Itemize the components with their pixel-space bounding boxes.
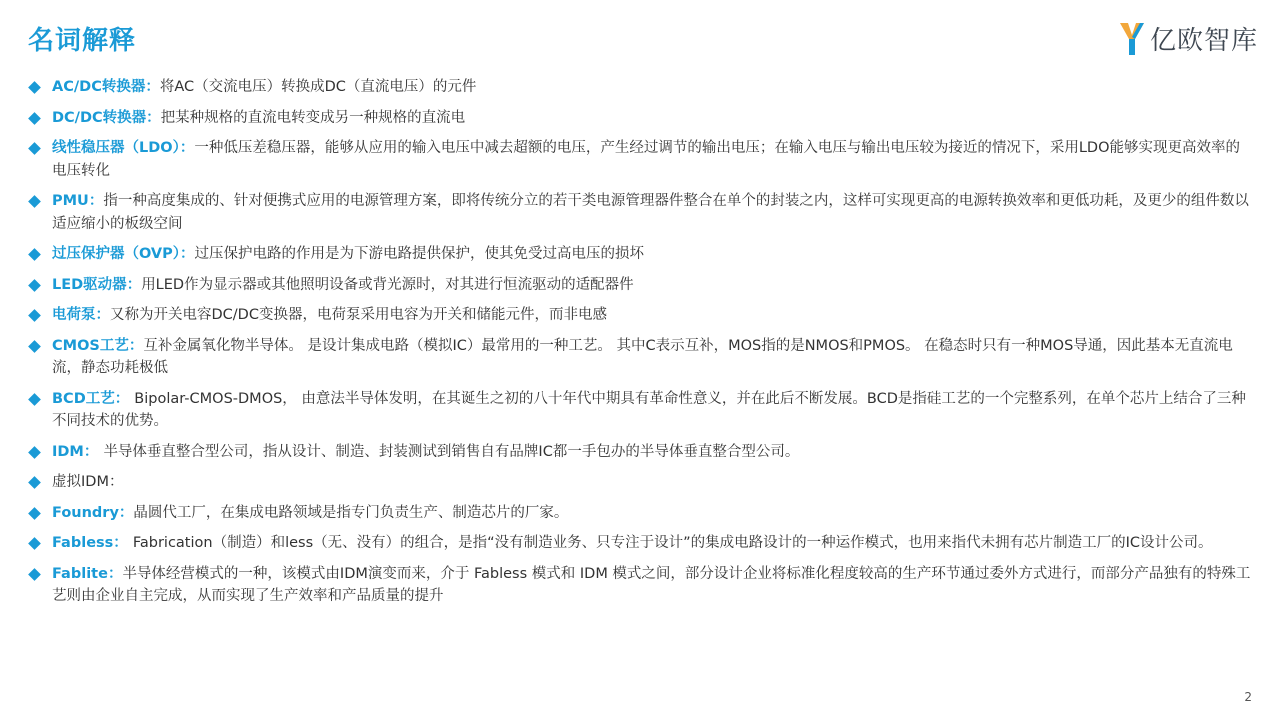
term-separator: ：: [146, 109, 161, 126]
term-item: [30, 107, 1252, 130]
term-name: DC/DC转换器: [52, 109, 147, 126]
term-separator: ：: [83, 443, 104, 460]
diamond-bullet-icon: [28, 81, 41, 94]
term-description: Fabrication（制造）和less（无、没有）的组合，是指“没有制造业务、只专注于设计”的集成电路设计的一种运作模式，也用来指代未拥有芯片制造工厂的IC设计公司。: [132, 535, 1213, 551]
term-name: BCD工艺: [52, 390, 115, 407]
diamond-bullet-icon: [28, 142, 41, 155]
term-description: 把某种规格的直流电转变成另一种规格的直流电: [160, 109, 466, 126]
term-name: Fabless: [52, 535, 114, 551]
term-name: AC/DC转换器: [52, 79, 146, 95]
term-name: 电荷泵: [52, 307, 96, 323]
diamond-bullet-icon: [28, 537, 41, 550]
term-description: 指一种高度集成的、针对便携式应用的电源管理方案，即将传统分立的若干类电源管理器件整合在单个的封装之内，这样可实现更高的电源转换效率和更低功耗，及更少的组件数以适应缩小的板级空间: [52, 193, 1249, 232]
term-item: [30, 243, 1252, 266]
term-description: 过压保护电路的作用是为下游电路提供保护，使其免受过高电压的损坏: [194, 246, 645, 262]
term-separator: ：: [145, 79, 160, 95]
diamond-bullet-icon: [28, 248, 41, 261]
term-item: [30, 388, 1252, 433]
term-description: 将AC（交流电压）转换成DC（直流电压）的元件: [159, 79, 477, 95]
diamond-bullet-icon: [28, 195, 41, 208]
term-name: IDM: [52, 443, 84, 460]
term-item: [30, 471, 1252, 494]
term-separator: ：: [113, 535, 133, 551]
term-item: [30, 502, 1252, 525]
logo-text: 亿欧智库: [1150, 26, 1259, 56]
term-separator: ：: [107, 565, 123, 582]
term-name: CMOS工艺: [52, 337, 129, 354]
page-number: 2: [1244, 690, 1252, 704]
term-description: 一种低压差稳压器，能够从应用的输入电压中减去超额的电压，产生经过调节的输出电压；在输入电压与输出电压较为接近的情况下，采用LDO能够实现更高效率的电压转化: [52, 140, 1241, 179]
term-item: [30, 441, 1252, 464]
term-item: [30, 335, 1252, 380]
brand-logo: [1118, 20, 1258, 57]
term-description: Bipolar-CMOS-DMOS， 由意法半导体发明，在其诞生之初的八十年代中期具有革命性意义，并在此后不断发展。BCD是指硅工艺的一个完整系列，在单个芯片上结合了三种不同技术的优势。: [52, 390, 1246, 429]
diamond-bullet-icon: [28, 507, 41, 520]
term-description: 用LED作为显示器或其他照明设备或背光源时，对其进行恒流驱动的适配器件: [141, 276, 634, 293]
term-name: Foundry: [52, 504, 119, 521]
diamond-bullet-icon: [28, 446, 41, 459]
term-description: 晶圆代工厂，在集成电路领域是指专门负责生产、制造芯片的厂家。: [133, 504, 569, 521]
term-separator: ：: [126, 276, 142, 293]
term-description: 又称为开关电容DC/DC变换器，电荷泵采用电容为开关和储能元件，而非电感: [110, 307, 607, 323]
term-name: Fablite: [52, 565, 108, 582]
term-item: [30, 304, 1252, 327]
terms-list: [30, 76, 1252, 616]
term-description: 半导体经营模式的一种，该模式由IDM演变而来，介于 Fabless 模式和 IDM 模式之间，部分设计企业将标准化程度较高的生产环节通过委外方式进行，而部分产品独有的特殊工艺则由企业自主完成，从而实现了生产效率和产品质量的提升: [52, 565, 1251, 604]
diamond-bullet-icon: [28, 476, 41, 489]
term-separator: ：: [88, 193, 104, 209]
logo-mark-icon: [1118, 21, 1146, 57]
diamond-bullet-icon: [28, 309, 41, 322]
term-separator: ：: [180, 246, 195, 262]
diamond-bullet-icon: [28, 340, 41, 353]
term-name: 过压保护器（OVP）: [52, 246, 181, 262]
diamond-bullet-icon: [28, 393, 41, 406]
term-name: PMU: [52, 193, 89, 209]
term-name: 线性稳压器（LDO）: [52, 140, 180, 156]
diamond-bullet-icon: [28, 568, 41, 581]
term-item: [30, 190, 1252, 235]
term-item: [30, 532, 1252, 555]
term-name: LED驱动器: [52, 276, 127, 293]
diamond-bullet-icon: [28, 112, 41, 125]
term-item: [30, 76, 1252, 99]
term-description: 半导体垂直整合型公司，指从设计、制造、封装测试到销售自有品牌IC都一手包办的半导体垂直整合型公司。: [103, 443, 800, 460]
diamond-bullet-icon: [28, 279, 41, 292]
term-separator: ：: [114, 390, 135, 407]
term-separator: ：: [118, 504, 134, 521]
term-separator: ：: [128, 337, 144, 354]
term-item: [30, 563, 1252, 608]
term-item: [30, 274, 1252, 297]
term-separator: ：: [95, 307, 110, 323]
term-item: [30, 137, 1252, 182]
page-title: 名词解释: [28, 26, 137, 56]
term-description: 互补金属氧化物半导体。 是设计集成电路（模拟IC）最常用的一种工艺。 其中C表示互补，MOS指的是NMOS和PMOS。 在稳态时只有一种MOS导通，因此基本无直流电流，静态功耗极低: [52, 337, 1233, 376]
term-separator: ：: [179, 140, 195, 156]
term-description: 虚拟IDM：: [52, 474, 124, 490]
